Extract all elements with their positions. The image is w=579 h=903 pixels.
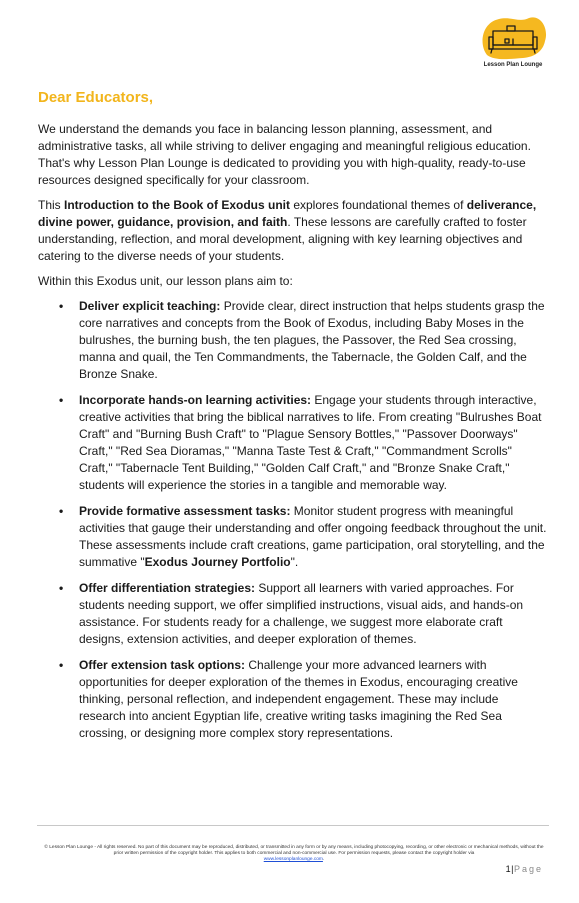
- page-number: [506, 864, 543, 874]
- footer-copyright: [40, 845, 548, 863]
- sofa-logo-icon: [477, 15, 549, 61]
- aims-intro: Within this Exodus unit, our lesson plans aim to:: [38, 274, 293, 288]
- unit-pre: This: [38, 198, 65, 212]
- unit-post: . These lessons are carefully crafted to foster understanding, reflection, and moral development, aligning with key learning objectives and catering to the diverse needs of your students.: [38, 215, 527, 263]
- page-label: Page: [513, 864, 543, 874]
- aim-text: Challenge your more advanced learners with opportunities for deeper exploration of the themes in Exodus, encouraging creative thinking, personal reflection, and independent engagement. These may include research into ancient Egyptian life, creative writing tasks imagining the Red Sea crossing, or designing more complex story representations.: [79, 658, 518, 740]
- page-number-value: 1: [505, 864, 512, 874]
- aim-item: [79, 580, 548, 648]
- unit-themes: deliverance, divine power, guidance, provision, and faith: [38, 198, 537, 229]
- aim-item: [79, 503, 548, 571]
- aim-title: Offer differentiation strategies:: [79, 581, 256, 595]
- aim-text: Provide clear, direct instruction that helps students grasp the core narratives and concepts from the Book of Exodus, including Baby Moses in the bulrushes, the burning bush, the ten plagues, the Passover, the Red Sea crossing, manna and quail, the Ten Commandments, the Tabernacle, the Golden Calf, and the Bronze Snake.: [79, 299, 545, 381]
- aim-item: [79, 392, 548, 494]
- unit-name: Introduction to the Book of Exodus unit: [64, 198, 290, 212]
- aim-title: Provide formative assessment tasks:: [79, 504, 291, 518]
- unit-paragraph: [38, 197, 548, 265]
- unit-mid: explores foundational themes of: [290, 198, 467, 212]
- aim-item: [79, 298, 548, 383]
- intro-paragraph: We understand the demands you face in balancing lesson planning, assessment, and administrative tasks, all while striving to deliver engaging and meaningful religious education. That's why Lesson Plan Lounge is dedicated to providing you with high-quality, ready-to-use resources designed specifically for your classroom.: [38, 122, 531, 187]
- logo-text: Lesson Plan Lounge: [483, 62, 543, 68]
- aims-list: [38, 298, 548, 742]
- aim-text: Monitor student progress with meaningful activities that gauge their understanding and offer ongoing feedback throughout the unit. These assessments include craft creations, game participation, oral storytelling, and the summative ": [79, 504, 547, 569]
- footer-divider: [37, 825, 549, 826]
- greeting-heading: Dear Educators,: [38, 89, 154, 106]
- aim-title: Incorporate hands-on learning activities:: [79, 393, 312, 407]
- letter-body: [38, 121, 548, 751]
- aim-text: Support all learners with varied approaches. For students needing support, we offer simplified instructions, visual aids, and hands-on assistance. For students ready for a challenge, we suggest more elaborate craft designs, extension activities, and deeper exploration of themes.: [79, 581, 524, 646]
- aim-title: Offer extension task options:: [79, 658, 246, 672]
- link-suffix: .: [322, 857, 325, 862]
- copyright-text: © Lesson Plan Lounge - All rights reserved. No part of this document may be reproduced, distributed, or transmitted in any form or by any means, including photocopying, recording, or other electronic or mechanical methods, without the prior written permission of the copyright holder. This applies to both commercial and non-commercial use. For permission requests, please contact the copyright holder via: [44, 845, 544, 856]
- aim-item: [79, 657, 548, 742]
- aim-tail: ".: [290, 555, 299, 569]
- aim-text: Engage your students through interactive, creative activities that bring the biblical narratives to life. From creating "Bulrushes Boat Craft" and "Burning Bush Craft" to "Plague Sensory Bottles," "Passover Doorways" Craft," "Red Sea Dioramas," "Manna Taste Test & Craft," "Commandment Scrolls" Craft," "Tabernacle Tent Building," "Golden Calf Craft," and "Bronze Snake Craft," students will experience the stories in a tangible and memorable way.: [79, 393, 542, 492]
- portfolio-name: Exodus Journey Portfolio: [144, 555, 291, 569]
- logo: [477, 15, 549, 68]
- aim-title: Deliver explicit teaching:: [79, 299, 221, 313]
- page-separator: |: [511, 864, 514, 874]
- website-link[interactable]: www.lessonplanlounge.com: [263, 857, 323, 862]
